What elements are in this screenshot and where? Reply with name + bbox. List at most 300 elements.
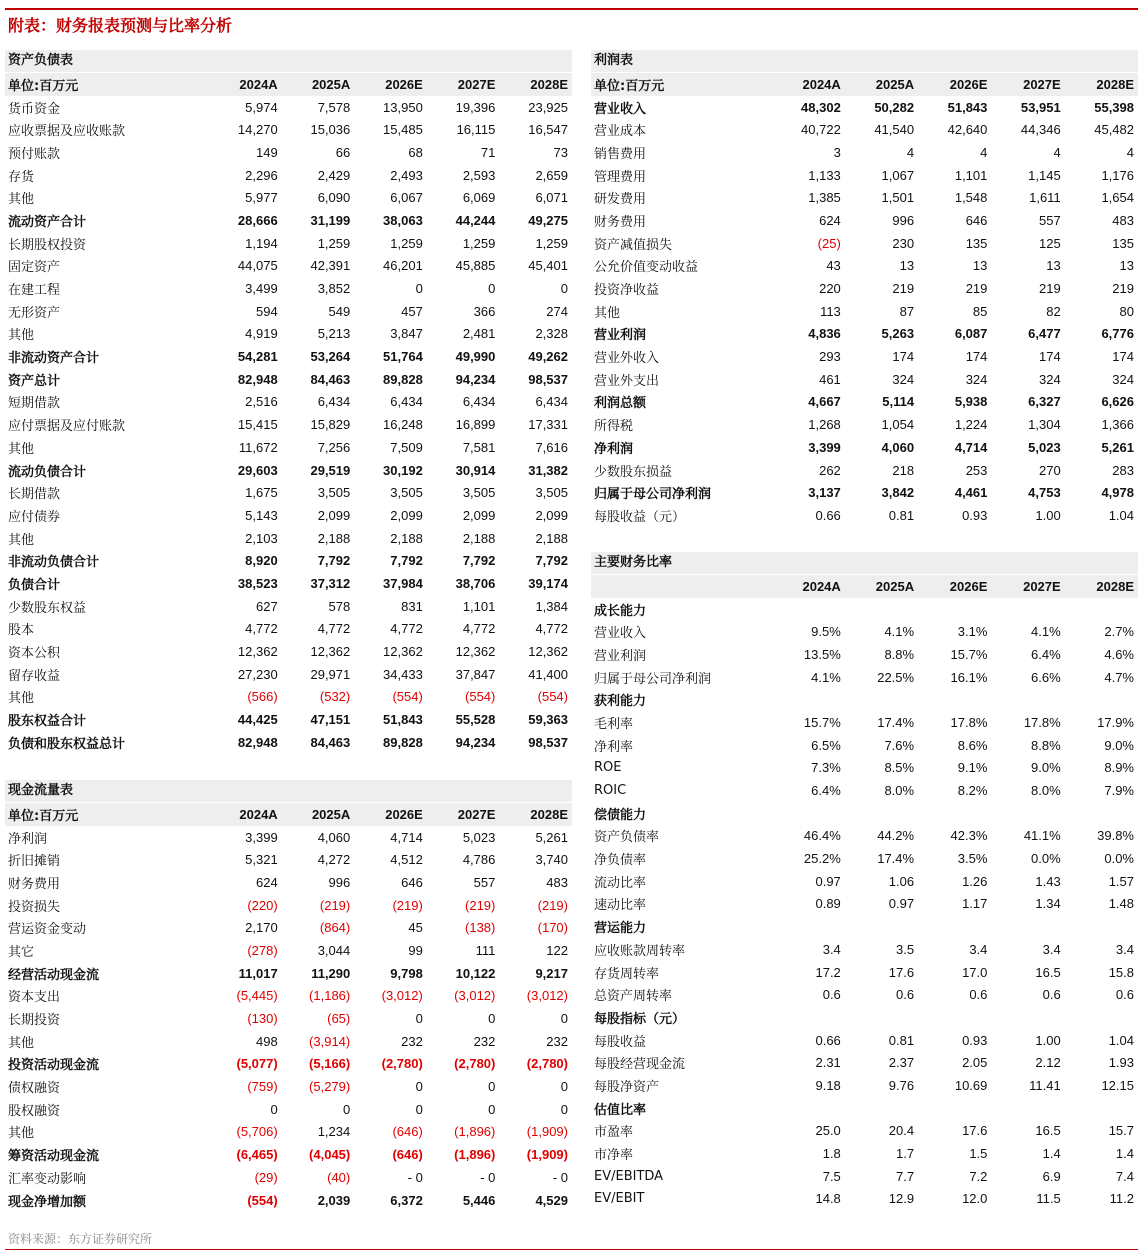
row-label: 长期借款 xyxy=(8,487,61,503)
cell-value: 12.15 xyxy=(1101,1077,1134,1093)
cell-value: 7,792 xyxy=(390,553,423,569)
cell-value: 13,950 xyxy=(383,99,423,115)
cell-value: 5,143 xyxy=(245,507,278,523)
cell-value: (219) xyxy=(537,897,568,913)
cell-value xyxy=(1065,915,1138,938)
cell-value xyxy=(918,688,991,711)
cell-value: 293 xyxy=(819,349,841,365)
cell-value: 1.57 xyxy=(1108,873,1134,889)
cell-value: 8.5% xyxy=(884,760,915,776)
cell-value: 8,920 xyxy=(245,553,278,569)
table-row xyxy=(591,345,1138,368)
cell-value: 1.17 xyxy=(962,896,988,912)
header-row xyxy=(5,73,572,96)
cell-value: 8.8% xyxy=(884,646,915,662)
row-label: 应付债券 xyxy=(8,509,61,525)
cell-value: 13 xyxy=(972,258,988,274)
cell-value: 6.4% xyxy=(811,783,841,799)
cell-value: 111 xyxy=(475,942,496,958)
row-label: ROIC xyxy=(594,783,627,799)
table-row xyxy=(5,1189,572,1212)
cell-value: 0 xyxy=(415,1011,423,1027)
row-label: 资本支出 xyxy=(8,990,61,1006)
cell-value: 17.4% xyxy=(877,714,915,730)
row-label: ROE xyxy=(594,760,622,776)
cell-value: 12,362 xyxy=(455,644,496,660)
row-label: 资产负债率 xyxy=(594,830,660,846)
cell-value: 2,493 xyxy=(390,167,423,183)
table-row xyxy=(591,598,1138,621)
cell-value: 461 xyxy=(819,371,841,387)
year-header: 2025A xyxy=(845,73,918,96)
row-label: 每股经营现金流 xyxy=(594,1057,686,1073)
cell-value: 3.5 xyxy=(896,941,915,957)
cell-value: 2.05 xyxy=(962,1055,988,1071)
cell-value: 1.48 xyxy=(1108,896,1134,912)
cell-value: 996 xyxy=(892,212,915,228)
cell-value: 42.3% xyxy=(950,828,988,844)
cell-value: 39,174 xyxy=(528,575,568,591)
table-row xyxy=(5,436,572,459)
header-row xyxy=(591,73,1138,96)
cell-value: 1,101 xyxy=(462,598,496,614)
cell-value: (3,914) xyxy=(309,1033,351,1049)
cell-value: 1.8 xyxy=(822,1146,841,1162)
cell-value: 5,974 xyxy=(245,99,278,115)
cell-value: 43 xyxy=(826,258,841,274)
cell-value: 1,259 xyxy=(462,235,496,251)
cell-value: 646 xyxy=(965,212,988,228)
cell-value: 3.4 xyxy=(822,941,841,957)
table-row xyxy=(5,368,572,391)
cell-value: 6,069 xyxy=(462,190,496,206)
row-label: 估值比率 xyxy=(594,1102,647,1118)
row-label: 市净率 xyxy=(594,1148,634,1164)
cell-value: 17.2 xyxy=(815,964,841,980)
cell-value: 6,477 xyxy=(1028,326,1061,342)
year-header: 2026E xyxy=(354,73,427,96)
table-row xyxy=(591,779,1138,802)
cell-value: 0.6 xyxy=(1115,987,1134,1003)
cell-value: 17.4% xyxy=(877,851,915,867)
cell-value xyxy=(772,802,845,825)
cell-value: 594 xyxy=(255,303,278,319)
cell-value: 4 xyxy=(1126,144,1134,160)
cell-value: 13 xyxy=(1119,258,1134,274)
balance-sheet-panel xyxy=(5,50,572,754)
cell-value: 87 xyxy=(899,303,915,319)
row-label: 其他 xyxy=(8,691,35,707)
table-row xyxy=(5,481,572,504)
cell-value: 73 xyxy=(553,144,568,160)
row-label: 筹资活动现金流 xyxy=(8,1149,100,1165)
cell-value: 324 xyxy=(965,371,988,387)
cell-value: 17.6 xyxy=(888,964,915,980)
cell-value: 80 xyxy=(1119,303,1134,319)
row-label: 资产总计 xyxy=(8,373,61,389)
table-row xyxy=(5,1121,572,1144)
cell-value: 4,272 xyxy=(317,852,351,868)
cell-value: (566) xyxy=(247,689,278,705)
cell-value: 174 xyxy=(1038,349,1061,365)
cell-value xyxy=(991,598,1064,621)
cell-value: 6,434 xyxy=(462,394,496,410)
table-row xyxy=(591,232,1138,255)
cell-value: 2.12 xyxy=(1035,1055,1061,1071)
cell-value: 4,772 xyxy=(462,621,496,637)
cell-value: 4,512 xyxy=(390,852,423,868)
cell-value: (1,186) xyxy=(309,988,351,1004)
row-label: 其他 xyxy=(594,305,621,321)
cell-value: 2.37 xyxy=(888,1055,915,1071)
table-row xyxy=(591,300,1138,323)
cell-value: 4,919 xyxy=(245,326,278,342)
table-row xyxy=(591,1165,1138,1188)
cell-value: 48,302 xyxy=(801,99,841,115)
table-row xyxy=(591,1051,1138,1074)
cell-value: 0 xyxy=(560,1011,568,1027)
cell-value: 6,434 xyxy=(535,394,568,410)
cell-value: 1,259 xyxy=(535,235,568,251)
row-label: 负债合计 xyxy=(8,577,61,593)
table-row xyxy=(591,825,1138,848)
cell-value: 5,213 xyxy=(317,326,351,342)
cell-value: 219 xyxy=(965,281,988,297)
cell-value: 12,362 xyxy=(383,644,423,660)
cell-value: 9.76 xyxy=(888,1077,915,1093)
cell-value: 5,261 xyxy=(535,829,568,845)
cell-value: 0 xyxy=(415,281,423,297)
cell-value: 4 xyxy=(980,144,988,160)
cell-value: 0 xyxy=(488,1011,496,1027)
cell-value: 8.2% xyxy=(957,783,988,799)
cell-value: 1,054 xyxy=(881,417,915,433)
cell-value: 82,948 xyxy=(237,371,278,387)
row-label: 无形资产 xyxy=(8,305,61,321)
cell-value: (5,445) xyxy=(236,988,278,1004)
cell-value: 1.4 xyxy=(1115,1146,1134,1162)
table-row xyxy=(5,413,572,436)
row-label: 营业收入 xyxy=(594,101,647,117)
cell-value: 71 xyxy=(480,144,496,160)
row-label: 研发费用 xyxy=(594,192,647,208)
cell-value: 29,603 xyxy=(237,462,278,478)
cell-value: 19,396 xyxy=(455,99,496,115)
row-label: 投资净收益 xyxy=(594,283,660,299)
cell-value: 457 xyxy=(401,303,423,319)
row-label: 每股净资产 xyxy=(594,1079,660,1095)
cash-flow-title: 现金流量表 xyxy=(5,780,572,803)
cell-value: 0.97 xyxy=(888,896,915,912)
cell-value: 38,063 xyxy=(383,212,423,228)
cell-value: (130) xyxy=(247,1011,278,1027)
cell-value: 17.8% xyxy=(1023,714,1061,730)
cell-value: 0.93 xyxy=(962,1032,988,1048)
table-row xyxy=(591,620,1138,643)
row-label: 非流动负债合计 xyxy=(8,555,100,571)
cell-value xyxy=(772,598,845,621)
cell-value xyxy=(991,802,1064,825)
cell-value: 7.7 xyxy=(896,1168,915,1184)
cell-value: 2,103 xyxy=(245,530,278,546)
cell-value: 11.2 xyxy=(1109,1191,1134,1207)
row-label: 现金净增加额 xyxy=(8,1194,87,1210)
cell-value: 7,509 xyxy=(390,439,423,455)
cell-value xyxy=(991,688,1064,711)
cell-value: (554) xyxy=(537,689,568,705)
row-label: 其他 xyxy=(8,328,35,344)
cell-value: 3,842 xyxy=(881,485,915,501)
cell-value: 262 xyxy=(819,462,841,478)
row-label: 投资损失 xyxy=(8,899,61,915)
cell-value: (1,909) xyxy=(526,1147,568,1163)
cell-value: 3.5% xyxy=(957,851,988,867)
cell-value: 0.66 xyxy=(815,507,841,523)
unit-label xyxy=(591,575,772,598)
cell-value: 646 xyxy=(401,874,423,890)
cell-value: 3,505 xyxy=(390,485,423,501)
cell-value: 174 xyxy=(1112,349,1134,365)
cell-value: 6,434 xyxy=(390,394,423,410)
bottom-rule xyxy=(5,1249,1138,1250)
cell-value: 232 xyxy=(473,1033,496,1049)
row-label: 长期投资 xyxy=(8,1013,61,1029)
cell-value: 59,363 xyxy=(528,712,568,728)
cell-value: 219 xyxy=(1112,281,1134,297)
cell-value: 219 xyxy=(892,281,915,297)
table-row xyxy=(5,549,572,572)
cell-value: 51,843 xyxy=(383,712,423,728)
cell-value: (646) xyxy=(392,1147,423,1163)
cell-value: 3,044 xyxy=(317,942,351,958)
cell-value xyxy=(845,1006,918,1029)
cell-value: (2,780) xyxy=(381,1056,423,1072)
cell-value: 283 xyxy=(1112,462,1134,478)
cell-value: 4,836 xyxy=(808,326,841,342)
cell-value: 53,264 xyxy=(310,349,351,365)
row-label: 获利能力 xyxy=(594,694,647,710)
cell-value: 0.6 xyxy=(969,987,988,1003)
cell-value: 6,090 xyxy=(317,190,351,206)
cell-value: 270 xyxy=(1038,462,1061,478)
cell-value: 219 xyxy=(1038,281,1061,297)
cell-value: 557 xyxy=(1038,212,1061,228)
cell-value: 4,529 xyxy=(535,1192,568,1208)
cell-value: 84,463 xyxy=(310,371,351,387)
cell-value: 4,461 xyxy=(954,485,988,501)
table-row xyxy=(591,255,1138,278)
table-row xyxy=(591,1029,1138,1052)
cell-value: 1,133 xyxy=(808,167,841,183)
cell-value xyxy=(1065,598,1138,621)
cell-value: 1,194 xyxy=(245,235,278,251)
table-row xyxy=(591,459,1138,482)
cell-value: 3,847 xyxy=(390,326,423,342)
cell-value: 7,792 xyxy=(535,553,568,569)
income-statement-table xyxy=(591,73,1138,527)
cell-value: 31,382 xyxy=(528,462,568,478)
cell-value: 38,706 xyxy=(455,575,496,591)
cell-value: 12.0 xyxy=(962,1191,988,1207)
cell-value: 1,259 xyxy=(317,235,351,251)
table-row xyxy=(5,255,572,278)
cell-value: 6,776 xyxy=(1101,326,1134,342)
table-row xyxy=(5,871,572,894)
cell-value xyxy=(918,1006,991,1029)
cell-value: 8.0% xyxy=(1031,783,1061,799)
cell-value: 4.6% xyxy=(1104,646,1134,662)
table-row xyxy=(591,1097,1138,1120)
table-row xyxy=(5,939,572,962)
cell-value: 9.1% xyxy=(957,760,988,776)
cell-value: (5,706) xyxy=(236,1124,278,1140)
cell-value: (25) xyxy=(817,235,841,251)
year-header: 2025A xyxy=(282,73,355,96)
cell-value: 85 xyxy=(972,303,988,319)
cell-value: 498 xyxy=(255,1033,278,1049)
cell-value: 45,482 xyxy=(1094,122,1134,138)
cell-value: (1,909) xyxy=(526,1124,568,1140)
cell-value: 5,321 xyxy=(245,852,278,868)
cell-value: 42,391 xyxy=(310,258,351,274)
cell-value: (278) xyxy=(247,942,278,958)
cell-value: 4,714 xyxy=(390,829,423,845)
cell-value: 6,327 xyxy=(1028,394,1061,410)
table-row xyxy=(591,938,1138,961)
table-row xyxy=(5,731,572,754)
row-label: 汇率变动影响 xyxy=(8,1171,87,1187)
cell-value: 4,667 xyxy=(808,394,841,410)
cell-value: 8.0% xyxy=(884,783,915,799)
cell-value: 12,362 xyxy=(237,644,278,660)
table-row xyxy=(5,848,572,871)
cash-flow-table xyxy=(5,803,572,1211)
cell-value: (554) xyxy=(465,689,496,705)
table-row xyxy=(5,164,572,187)
cell-value: 1,675 xyxy=(245,485,278,501)
cell-value: 4,714 xyxy=(954,439,988,455)
row-label: 其它 xyxy=(8,944,35,960)
row-label: 流动资产合计 xyxy=(8,214,87,230)
cell-value: 89,828 xyxy=(383,371,423,387)
table-row xyxy=(5,118,572,141)
cell-value xyxy=(845,802,918,825)
income-statement-title: 利润表 xyxy=(591,50,1138,73)
cell-value: 6.5% xyxy=(811,737,841,753)
cell-value: 49,275 xyxy=(528,212,568,228)
row-label: 应收账款周转率 xyxy=(594,943,686,959)
cell-value: 41,400 xyxy=(528,666,568,682)
cell-value: 2,188 xyxy=(317,530,351,546)
table-row xyxy=(5,300,572,323)
cell-value: 2,188 xyxy=(535,530,568,546)
cell-value: 25.0 xyxy=(815,1123,841,1139)
cell-value: (2,780) xyxy=(526,1056,568,1072)
unit-label: 单位:百万元 xyxy=(5,803,209,826)
cell-value: 1.4 xyxy=(1042,1146,1061,1162)
row-label: 固定资产 xyxy=(8,260,61,276)
table-row xyxy=(591,802,1138,825)
cell-value: 1.00 xyxy=(1035,507,1061,523)
cell-value: (5,077) xyxy=(236,1056,278,1072)
table-row xyxy=(591,209,1138,232)
cell-value: 1,259 xyxy=(390,235,423,251)
row-label: 归属于母公司净利润 xyxy=(594,487,712,503)
row-label: 每股收益（元） xyxy=(594,509,686,525)
cell-value: 4,772 xyxy=(535,621,568,637)
cell-value: 40,722 xyxy=(801,122,841,138)
cell-value: 15,036 xyxy=(310,122,351,138)
cell-value: 0.6 xyxy=(822,987,841,1003)
cell-value: 16,899 xyxy=(455,417,496,433)
cell-value: 44.2% xyxy=(877,828,915,844)
cell-value: 30,914 xyxy=(455,462,496,478)
cell-value: 15,415 xyxy=(237,417,278,433)
cell-value: 46,201 xyxy=(383,258,423,274)
cell-value: 1.04 xyxy=(1108,1032,1134,1048)
header-row xyxy=(5,803,572,826)
cell-value: 44,244 xyxy=(455,212,496,228)
cell-value: 578 xyxy=(328,598,351,614)
cell-value: 122 xyxy=(546,942,568,958)
row-label: 股东权益合计 xyxy=(8,714,87,730)
cell-value: 1,176 xyxy=(1101,167,1134,183)
cell-value: (759) xyxy=(247,1079,278,1095)
cell-value: 37,312 xyxy=(310,575,351,591)
row-label: 营业外支出 xyxy=(594,373,660,389)
cell-value: 7.3% xyxy=(811,760,841,776)
row-label: EV/EBIT xyxy=(594,1191,645,1207)
row-label: 营业收入 xyxy=(594,626,647,642)
cell-value: 6,087 xyxy=(954,326,988,342)
cell-value: 0 xyxy=(560,1079,568,1095)
cell-value: 3,740 xyxy=(535,852,568,868)
table-row xyxy=(5,595,572,618)
cell-value: 6.4% xyxy=(1031,646,1061,662)
cell-value: 3,505 xyxy=(535,485,568,501)
table-row xyxy=(591,413,1138,436)
cell-value: 557 xyxy=(473,874,496,890)
cell-value: 29,519 xyxy=(310,462,351,478)
cell-value: 2,659 xyxy=(535,167,568,183)
table-row xyxy=(591,757,1138,780)
cell-value: (219) xyxy=(465,897,496,913)
cell-value: 4.1% xyxy=(811,669,841,685)
row-label: 销售费用 xyxy=(594,146,647,162)
cell-value: 3,852 xyxy=(317,281,351,297)
cell-value: 17.6 xyxy=(962,1123,988,1139)
cell-value xyxy=(991,1006,1064,1029)
year-header: 2024A xyxy=(772,73,845,96)
cell-value xyxy=(845,688,918,711)
cell-value: 44,075 xyxy=(237,258,278,274)
cell-value: 4,772 xyxy=(245,621,278,637)
cell-value: (40) xyxy=(327,1169,351,1185)
cell-value: 14,270 xyxy=(237,122,278,138)
cell-value: 113 xyxy=(820,303,841,319)
cell-value: 0.66 xyxy=(815,1032,841,1048)
table-row xyxy=(591,96,1138,119)
row-label: 应付票据及应付账款 xyxy=(8,419,126,435)
cell-value: 6.6% xyxy=(1031,669,1061,685)
cell-value: (4,045) xyxy=(309,1147,351,1163)
row-label: 债权融资 xyxy=(8,1081,61,1097)
cell-value: 3,399 xyxy=(808,439,841,455)
cell-value: 51,843 xyxy=(947,99,988,115)
table-row xyxy=(5,1030,572,1053)
table-row xyxy=(5,391,572,414)
cell-value: 12,362 xyxy=(310,644,351,660)
